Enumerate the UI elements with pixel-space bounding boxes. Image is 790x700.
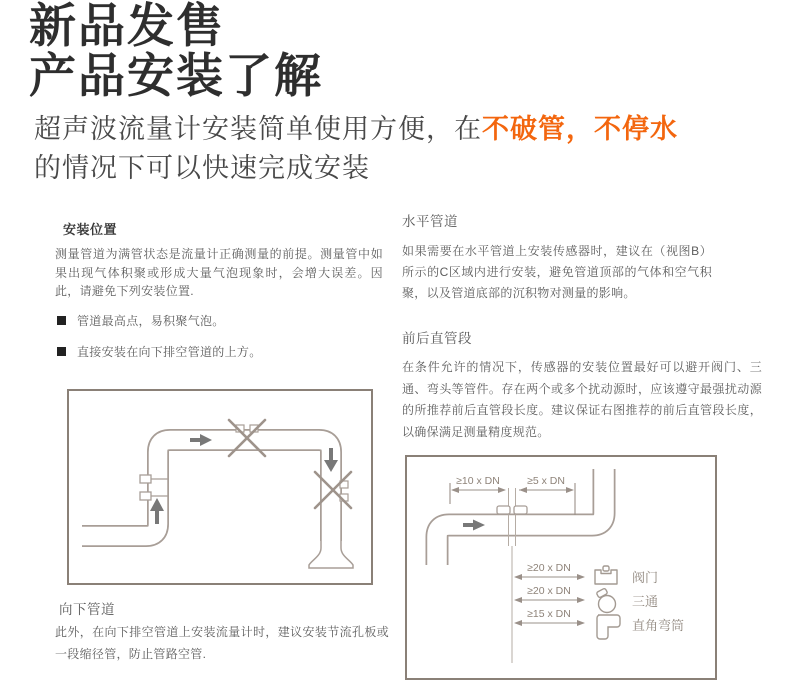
legend-item-label: 阀门 bbox=[632, 570, 659, 585]
legend-item-label: 三通 bbox=[632, 594, 659, 609]
install-avoid-list bbox=[57, 314, 377, 376]
install-position-paragraph: 测量管道为满管状态是流量计正确测量的前提。测量管中如果出现气体积聚或形成大量气泡现象时，会增大误差。因此，请避免下列安装位置. bbox=[55, 247, 383, 298]
section-heading-straight-runs: 前后直管段 bbox=[402, 331, 472, 346]
avoid-positions-diagram bbox=[67, 389, 373, 585]
page-subtitle bbox=[34, 110, 774, 188]
valve-icon bbox=[595, 566, 617, 584]
list-item-label: 直接安装在向下排空管道的上方。 bbox=[77, 345, 262, 359]
dim-upstream-label: ≥10 x DN bbox=[456, 475, 500, 487]
tee-icon bbox=[596, 588, 615, 612]
section-heading-downpipe: 向下管道 bbox=[59, 602, 115, 617]
dim-downstream-label: ≥5 x DN bbox=[527, 475, 565, 487]
page-title-line1: 新品发售 bbox=[29, 0, 225, 54]
page-title-line2: 产品安装了解 bbox=[29, 49, 323, 104]
bullet-square-icon bbox=[57, 316, 66, 325]
avoid-positions-drawing bbox=[69, 391, 371, 583]
list-item bbox=[57, 345, 377, 359]
horizontal-pipe-paragraph: 如果需要在水平管道上安装传感器时，建议在（视图B）所示的C区域内进行安装，避免管道顶部的气体和空气积聚，以及管道底部的沉积物对测量的影响。 bbox=[402, 244, 712, 300]
straight-run-drawing bbox=[407, 457, 715, 678]
legend-dim-label: ≥20 x DN bbox=[527, 585, 571, 597]
drain-flare bbox=[309, 540, 353, 568]
bullet-square-icon bbox=[57, 347, 66, 356]
section-heading-install-position: 安装位置 bbox=[63, 222, 118, 237]
straight-run-diagram bbox=[405, 455, 717, 680]
legend-dim-label: ≥20 x DN bbox=[527, 562, 571, 574]
elbow-icon bbox=[597, 615, 620, 639]
pipe-outline bbox=[82, 440, 331, 541]
subtitle-suffix: 的情况下可以快速完成安装 bbox=[34, 153, 370, 183]
page-title bbox=[29, 2, 323, 102]
list-item-label: 管道最高点，易积聚气泡。 bbox=[77, 314, 225, 328]
legend-dim-label: ≥15 x DN bbox=[527, 608, 571, 620]
sensor-clamp-icon bbox=[497, 506, 527, 514]
subtitle-highlight: 不破管，不停水 bbox=[482, 114, 678, 144]
dimension-lines bbox=[450, 483, 575, 515]
straight-runs-paragraph: 在条件允许的情况下，传感器的安装位置最好可以避开阀门、三通、弯头等管件。存在两个或多个扰动源时，应该遵守最强扰动源的所推荐前后直管段长度。建议保证右图推荐的前后直管段长度，以确保满足测量精度规范。 bbox=[402, 360, 762, 439]
downpipe-paragraph: 此外，在向下排空管道上安装流量计时，建议安装节流孔板或一段缩径管，防止管路空管. bbox=[55, 625, 389, 661]
subtitle-prefix: 超声波流量计安装简单使用方便，在 bbox=[34, 114, 482, 144]
list-item bbox=[57, 314, 377, 328]
legend-item-label: 直角弯筒 bbox=[632, 618, 685, 633]
section-heading-horizontal-pipe: 水平管道 bbox=[402, 214, 458, 229]
